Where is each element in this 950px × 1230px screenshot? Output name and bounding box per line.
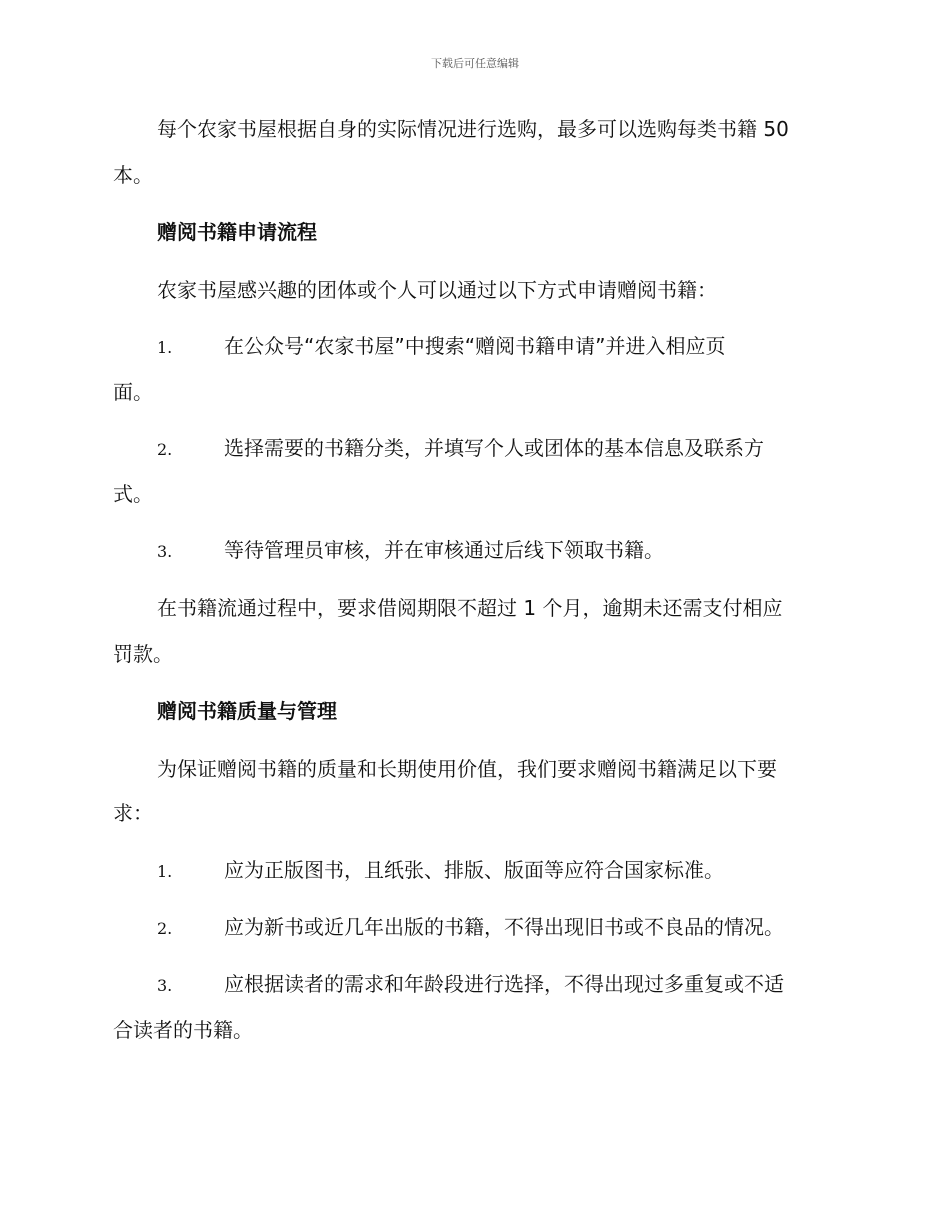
quality-item-3-number: 3. [157,976,173,995]
apply-step-2-number: 2. [157,440,173,459]
paragraph-1-line-2: 本。 [113,163,153,187]
apply-step-2-line-1: 选择需要的书籍分类，并填写个人或团体的基本信息及联系方 [224,436,764,460]
quality-item-3-line-1: 应根据读者的需求和年龄段进行选择，不得出现过多重复或不适 [224,972,784,996]
quality-item-1-line-1: 应为正版图书，且纸张、排版、版面等应符合国家标准。 [224,858,724,882]
quality-item-1-number: 1. [157,862,173,881]
apply-step-1-line-2: 面。 [113,380,153,404]
paragraph-1-line-1: 每个农家书屋根据自身的实际情况进行选购，最多可以选购每类书籍 50 [157,117,789,141]
apply-step-1-line-1: 在公众号“农家书屋”中搜索“赠阅书籍申请”并进入相应页 [224,334,726,358]
quality-item-3-line-2: 合读者的书籍。 [113,1018,253,1042]
paragraph-3-line-1: 在书籍流通过程中，要求借阅期限不超过 1 个月，逾期未还需支付相应 [157,596,783,620]
paragraph-4-line-1: 为保证赠阅书籍的质量和长期使用价值，我们要求赠阅书籍满足以下要 [157,757,777,781]
section-heading-apply-process: 赠阅书籍申请流程 [157,220,317,244]
paragraph-3-line-2: 罚款。 [113,642,173,666]
paragraph-4-line-2: 求： [113,801,153,825]
quality-item-2-number: 2. [157,919,173,938]
apply-step-1-number: 1. [157,338,173,357]
apply-step-3-line-1: 等待管理员审核，并在审核通过后线下领取书籍。 [224,538,664,562]
quality-item-2-line-1: 应为新书或近几年出版的书籍，不得出现旧书或不良品的情况。 [224,915,784,939]
paragraph-2: 农家书屋感兴趣的团体或个人可以通过以下方式申请赠阅书籍： [157,278,717,302]
apply-step-3-number: 3. [157,542,173,561]
apply-step-2-line-2: 式。 [113,482,153,506]
section-heading-quality-management: 赠阅书籍质量与管理 [157,699,337,723]
header-note: 下载后可任意编辑 [431,57,519,70]
